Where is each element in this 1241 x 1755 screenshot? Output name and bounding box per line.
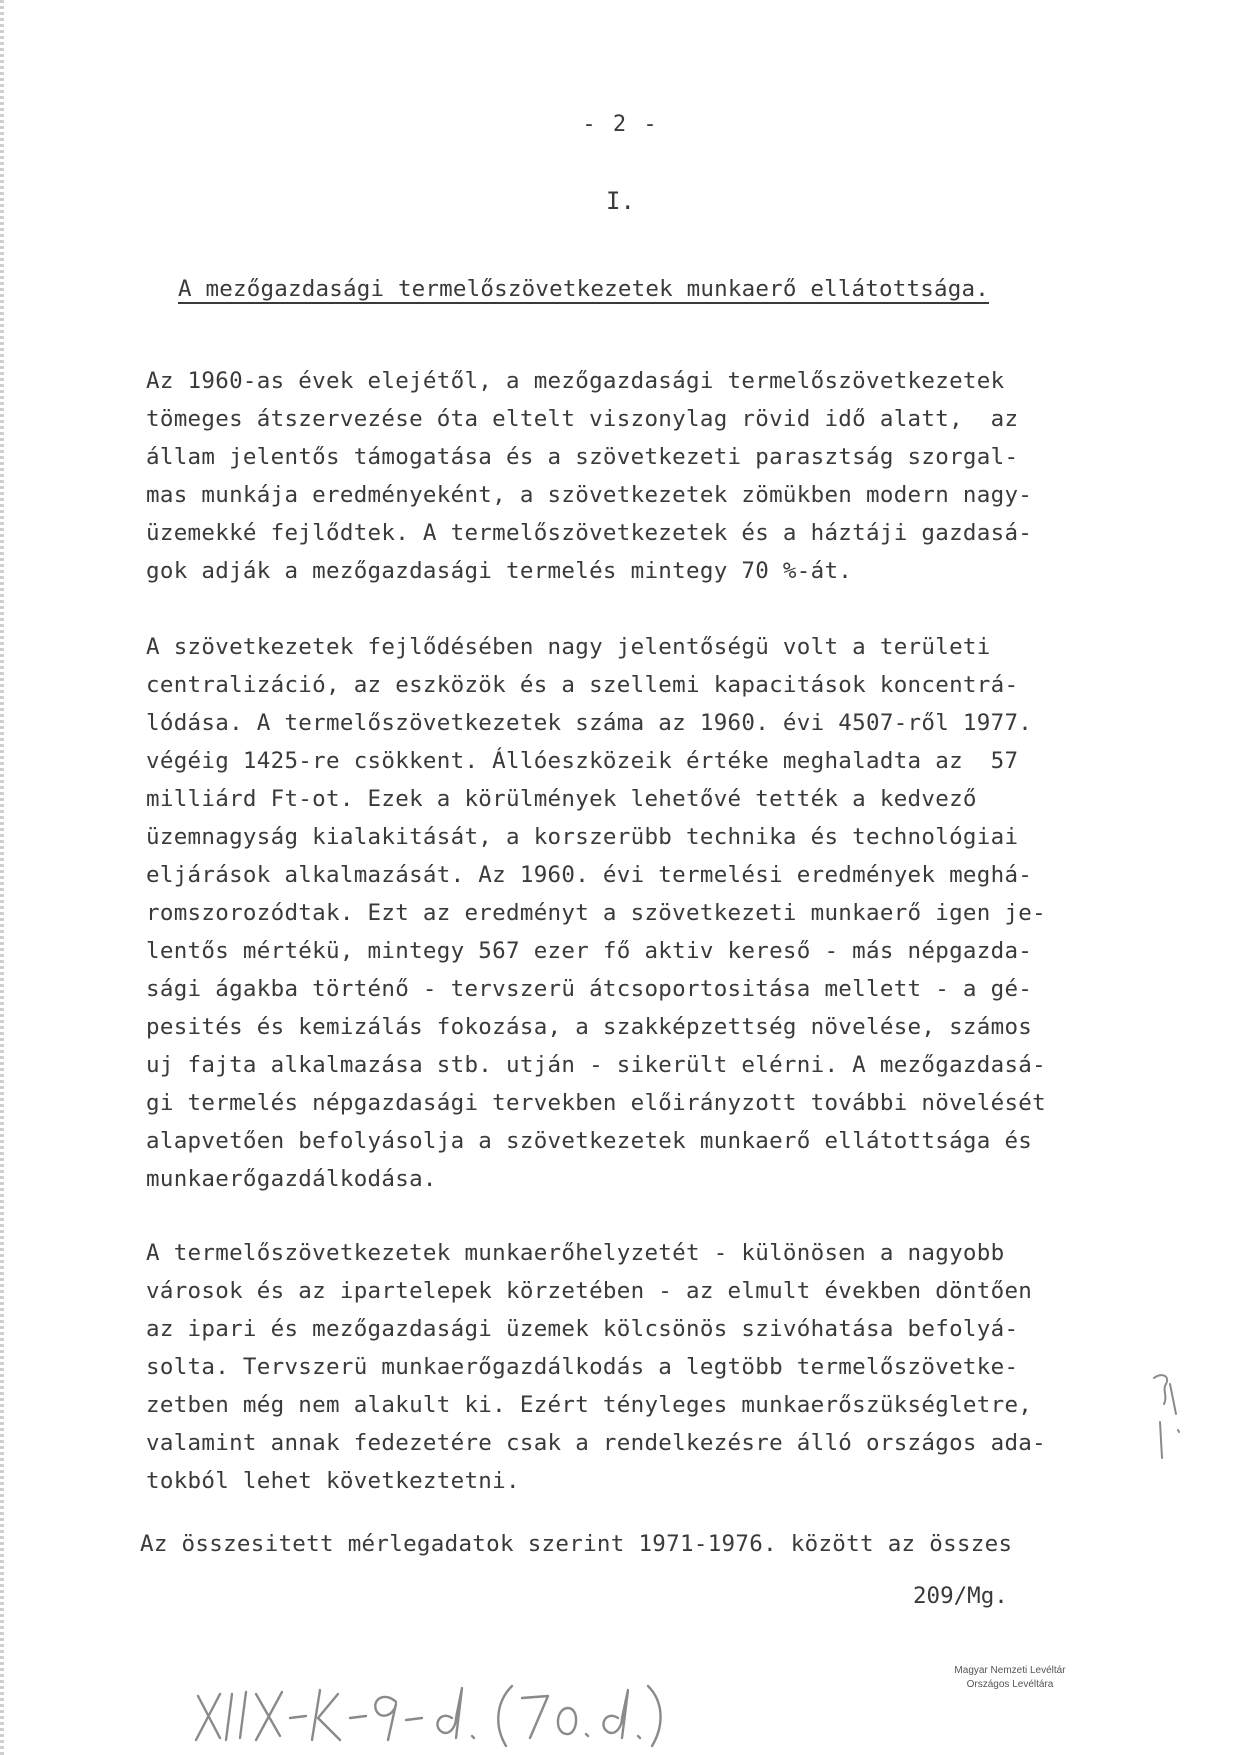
handwritten-signature bbox=[190, 1668, 670, 1748]
text-line: munkaerőgazdálkodása. bbox=[146, 1166, 437, 1192]
text-line: tokból lehet következtetni. bbox=[146, 1468, 520, 1494]
paragraph-1 bbox=[146, 362, 1032, 590]
text-line: gok adják a mezőgazdasági termelés mintegy 70 %-át. bbox=[146, 558, 853, 584]
text-line: uj fajta alkalmazása stb. utján - sikerült elérni. A mezőgazdasá- bbox=[146, 1052, 1046, 1078]
archive-stamp bbox=[930, 1664, 1090, 1692]
text-line: lódása. A termelőszövetkezetek száma az 1960. évi 4507-ről 1977. bbox=[146, 710, 1033, 736]
text-line: az ipari és mezőgazdasági üzemek kölcsönös szivóhatása befolyá- bbox=[146, 1316, 1019, 1342]
text-line: Az 1960-as évek elejétől, a mezőgazdasági termelőszövetkezetek bbox=[146, 368, 1005, 394]
text-line: Az összesitett mérlegadatok szerint 1971-1976. között az összes bbox=[140, 1531, 1013, 1557]
text-line: gi termelés népgazdasági tervekben előirányzott további növelését bbox=[146, 1090, 1046, 1116]
text-line: sági ágakba történő - tervszerü átcsoportositása mellett - a gé- bbox=[146, 976, 1033, 1002]
text-line: romszorozódtak. Ezt az eredményt a szövetkezeti munkaerő igen je- bbox=[146, 900, 1046, 926]
text-line: üzemekké fejlődtek. A termelőszövetkezetek és a háztáji gazdasá- bbox=[146, 520, 1033, 546]
text-line: pesités és kemizálás fokozása, a szakképzettség növelése, számos bbox=[146, 1014, 1033, 1040]
text-line: mas munkája eredményeként, a szövetkezetek zömükben modern nagy- bbox=[146, 482, 1033, 508]
text-line: solta. Tervszerü munkaerőgazdálkodás a legtöbb termelőszövetke- bbox=[146, 1354, 1019, 1380]
text-line: eljárások alkalmazását. Az 1960. évi termelési eredmények meghá- bbox=[146, 862, 1033, 888]
text-line: alapvetően befolyásolja a szövetkezetek munkaerő ellátottsága és bbox=[146, 1128, 1033, 1154]
text-line: valamint annak fedezetére csak a rendelkezésre álló országos ada- bbox=[146, 1430, 1046, 1456]
archive-stamp-line: Magyar Nemzeti Levéltár bbox=[954, 1665, 1066, 1676]
section-number: I. bbox=[606, 187, 635, 215]
text-line: A termelőszövetkezetek munkaerőhelyzetét - különösen a nagyobb bbox=[146, 1240, 1005, 1266]
text-line: állam jelentős támogatása és a szövetkezeti parasztság szorgal- bbox=[146, 444, 1019, 470]
text-line: végéig 1425-re csökkent. Állóeszközeik értéke meghaladta az 57 bbox=[146, 748, 1019, 774]
page-number: - 2 - bbox=[582, 112, 659, 137]
margin-pencil-mark bbox=[1148, 1370, 1188, 1460]
text-line: milliárd Ft-ot. Ezek a körülmények lehetővé tették a kedvező bbox=[146, 786, 977, 812]
scan-edge bbox=[0, 0, 4, 1755]
text-line: tömeges átszervezése óta eltelt viszonylag rövid idő alatt, az bbox=[146, 406, 1019, 432]
paragraph-4 bbox=[140, 1525, 1012, 1563]
paragraph-3 bbox=[146, 1234, 1046, 1500]
section-heading: A mezőgazdasági termelőszövetkezetek munkaerő ellátottsága. bbox=[178, 276, 990, 302]
text-line: lentős mértékü, mintegy 567 ezer fő aktiv kereső - más népgazda- bbox=[146, 938, 1033, 964]
text-line: üzemnagyság kialakitását, a korszerübb technika és technológiai bbox=[146, 824, 1019, 850]
archive-stamp-line: Országos Levéltára bbox=[966, 1679, 1054, 1690]
text-line: zetben még nem alakult ki. Ezért tényleges munkaerőszükségletre, bbox=[146, 1392, 1033, 1418]
footer-reference: 209/Mg. bbox=[913, 1583, 1008, 1609]
paragraph-2 bbox=[146, 628, 1046, 1198]
text-line: centralizáció, az eszközök és a szellemi kapacitások koncentrá- bbox=[146, 672, 1019, 698]
text-line: városok és az ipartelepek körzetében - az elmult években döntően bbox=[146, 1278, 1033, 1304]
text-line: A szövetkezetek fejlődésében nagy jelentőségü volt a területi bbox=[146, 634, 991, 660]
